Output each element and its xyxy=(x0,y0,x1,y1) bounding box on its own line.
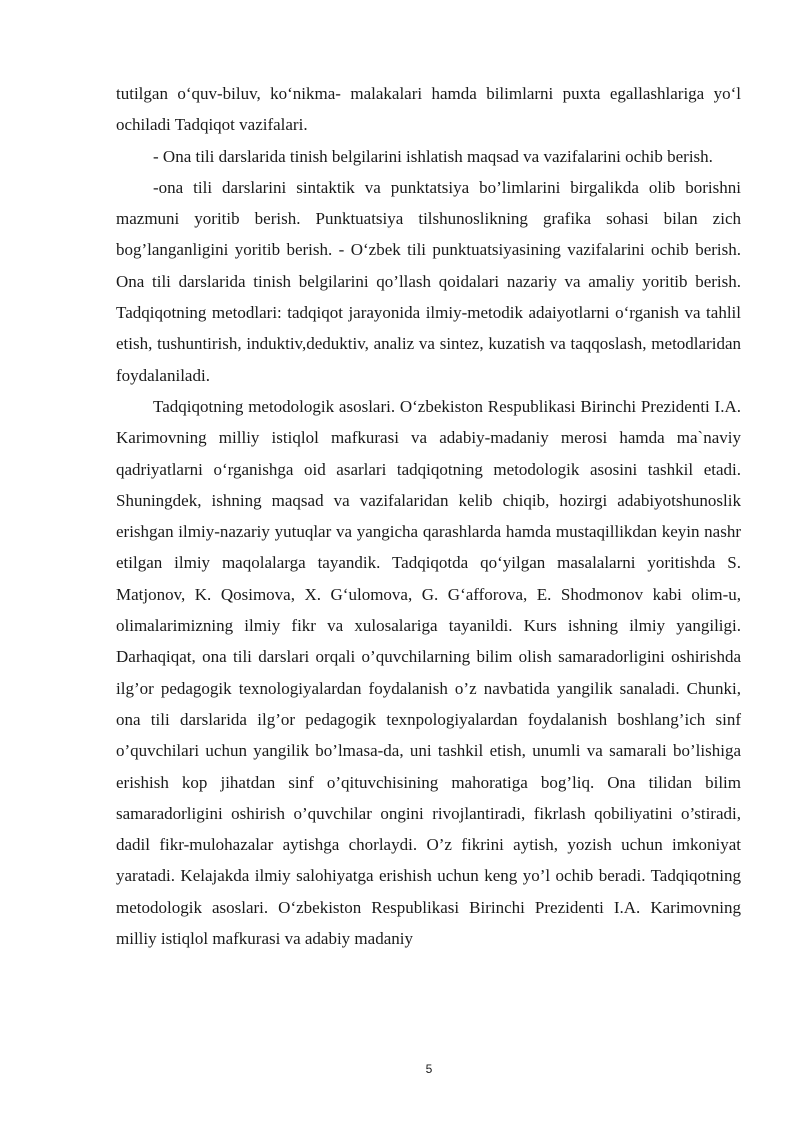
body-text xyxy=(116,78,741,954)
paragraph-task-2: -ona tili darslarini sintaktik va punktatsiya bo’limlarini birgalikda olib borishni mazmuni yoritib berish. Punktuatsiya tilshunoslikning grafika sohasi bilan zich bog’langanligini yoritib berish. - O‘zbek tili punktuatsiyasining vazifalarini ochib berish. Ona tili darslarida tinish belgilarini qo’llash qoidalari nazariy va amaliy yoritib berish. Tadqiqotning metodlari: tadqiqot jarayonida ilmiy-metodik adaiyotlarni o‘rganish va tahlil etish, tushuntirish, induktiv,deduktiv, analiz va sintez, kuzatish va taqqoslash, metodlaridan foydalaniladi. xyxy=(116,177,741,385)
paragraph-task-1: - Ona tili darslarida tinish belgilarini ishlatish maqsad va vazifalarini ochib berish. xyxy=(153,146,713,166)
paragraph-methodology: Tadqiqotning metodologik asoslari. O‘zbekiston Respublikasi Birinchi Prezidenti I.A. Karimovning milliy istiqlol mafkurasi va adabiy-madaniy merosi hamda ma`naviy qadriyatlarni o‘rganishga oid asarlari tadqiqotning metodologik asosini tashkil etadi. Shuningdek, ishning maqsad va vazifalaridan kelib chiqib, hozirgi adabiyotshunoslik erishgan ilmiy-nazariy yutuqlar va yangicha qarashlarda hamda mustaqillikdan keyin nashr etilgan ilmiy maqolalarga tayandik. Tadqiqotda qo‘yilgan masalalarni yoritishda S. Matjonov, K. Qosimova, X. G‘ulomova, G. G‘afforova, E. Shodmonov kabi olim-u, olimalarimizning ilmiy fikr va xulosalariga tayanildi. Kurs ishning ilmiy yangiligi. Darhaqiqat, ona tili darslari orqali o’quvchilarning bilim olish samaradorligini oshirishda ilg’or pedagogik texnologiyalardan foydalanish o’z navbatida yangilik sanaladi. Chunki, ona tili darslarida ilg’or pedagogik texnpologiyalardan foydalanish boshlang’ich sinf o’quvchilari uchun yangilik bo’lmasa-da, uni tashkil etish, unumli va samarali bo’lishiga erishish kop jihatdan sinf o’qituvchisining mahoratiga bog’liq. Ona tilidan bilim samaradorligini oshirish o’quvchilar ongini rivojlantiradi, fikrlash qobiliyatini o’stiradi, dadil fikr-mulohazalar aytishga chorlaydi. O’z fikrini aytish, yozish uchun imkoniyat yaratadi. Kelajakda ilmiy salohiyatga erishish uchun keng yo’l ochib beradi. Tadqiqotning metodologik asoslari. O‘zbekiston Respublikasi Birinchi Prezidenti I.A. Karimovning milliy istiqlol mafkurasi va adabiy madaniy xyxy=(116,396,741,949)
page-number: 5 xyxy=(425,1062,433,1076)
paragraph-continuation: tutilgan o‘quv-biluv, ko‘nikma- malakalari hamda bilimlarni puxta egallashlariga yo‘l ochiladi Tadqiqot vazifalari. xyxy=(116,84,741,135)
